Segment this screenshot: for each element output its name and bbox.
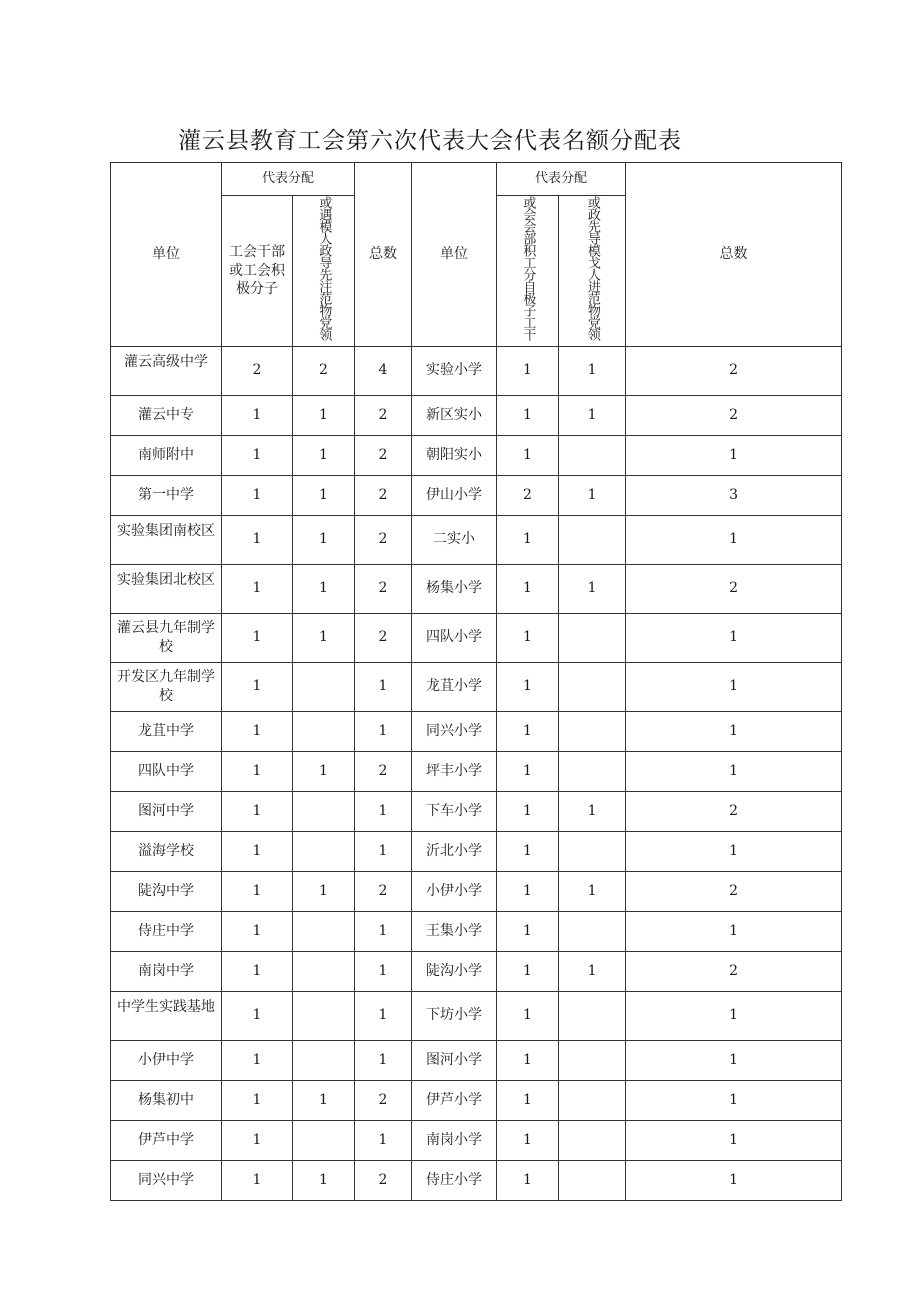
right-value-a: 1 [497,1080,559,1120]
right-value-b: 1 [559,475,626,515]
right-total: 2 [626,564,842,613]
right-value-a: 1 [497,751,559,791]
right-value-b: 1 [559,791,626,831]
right-value-a: 1 [497,515,559,564]
left-total: 1 [355,1040,412,1080]
right-value-a: 1 [497,346,559,395]
header-unit-left: 单位 [111,163,222,347]
left-value-b [293,911,355,951]
page-title: 灌云县教育工会第六次代表大会代表名额分配表 [178,128,682,154]
left-value-b [293,991,355,1040]
right-value-b [559,1160,626,1200]
right-unit: 朝阳实小 [412,435,497,475]
header-total-left: 总数 [355,163,412,347]
right-value-a: 1 [497,564,559,613]
left-value-a: 1 [222,613,293,662]
table-row [111,662,842,711]
left-value-a: 1 [222,475,293,515]
right-value-b [559,751,626,791]
header-right-col2: 或政先导模戈人进范物党领 [559,196,626,347]
left-value-b: 1 [293,564,355,613]
left-value-b [293,791,355,831]
right-value-b [559,711,626,751]
left-unit: 四队中学 [111,751,222,791]
right-total: 2 [626,791,842,831]
right-unit: 龙苴小学 [412,662,497,711]
table-row [111,475,842,515]
left-value-a: 1 [222,951,293,991]
right-value-a: 1 [497,1160,559,1200]
header-right-col1: 或会会部积工分自极子工干 [497,196,559,347]
right-total: 1 [626,991,842,1040]
right-value-b [559,1080,626,1120]
left-total: 2 [355,435,412,475]
right-unit: 坪丰小学 [412,751,497,791]
left-value-a: 1 [222,791,293,831]
left-total: 2 [355,475,412,515]
left-unit: 灌云县九年制学校 [111,613,222,662]
right-total: 1 [626,711,842,751]
table-row [111,711,842,751]
right-unit: 图河小学 [412,1040,497,1080]
right-value-b [559,911,626,951]
table-row [111,1160,842,1200]
left-value-a: 1 [222,1040,293,1080]
left-value-a: 1 [222,991,293,1040]
left-value-b: 1 [293,435,355,475]
header-total-right: 总数 [626,163,842,347]
table-row [111,911,842,951]
left-total: 2 [355,395,412,435]
right-total: 1 [626,515,842,564]
right-total: 1 [626,831,842,871]
right-value-a: 1 [497,911,559,951]
left-value-a: 1 [222,564,293,613]
table-row [111,751,842,791]
left-value-b [293,711,355,751]
right-value-b [559,991,626,1040]
left-value-b: 1 [293,475,355,515]
left-total: 2 [355,1160,412,1200]
left-total: 2 [355,751,412,791]
left-value-a: 1 [222,751,293,791]
left-unit: 同兴中学 [111,1160,222,1200]
right-total: 1 [626,1120,842,1160]
left-value-a: 1 [222,435,293,475]
left-value-a: 1 [222,711,293,751]
left-value-a: 1 [222,871,293,911]
right-value-a: 1 [497,831,559,871]
right-value-b [559,662,626,711]
left-total: 1 [355,662,412,711]
left-value-b [293,951,355,991]
left-value-b [293,831,355,871]
table-row [111,1040,842,1080]
header-group-left: 代表分配 [222,163,355,196]
right-total: 2 [626,871,842,911]
left-total: 2 [355,515,412,564]
right-unit: 新区实小 [412,395,497,435]
left-total: 1 [355,711,412,751]
left-unit: 杨集初中 [111,1080,222,1120]
right-value-b: 1 [559,395,626,435]
right-unit: 陡沟小学 [412,951,497,991]
right-total: 1 [626,613,842,662]
right-unit: 杨集小学 [412,564,497,613]
right-unit: 南岗小学 [412,1120,497,1160]
left-unit: 图河中学 [111,791,222,831]
right-value-a: 1 [497,791,559,831]
left-unit: 南岗中学 [111,951,222,991]
right-value-a: 1 [497,435,559,475]
right-value-a: 1 [497,1040,559,1080]
right-unit: 沂北小学 [412,831,497,871]
left-value-a: 1 [222,662,293,711]
right-unit: 伊芦小学 [412,1080,497,1120]
left-unit: 龙苴中学 [111,711,222,751]
right-value-b [559,1120,626,1160]
table-row [111,951,842,991]
left-value-b [293,662,355,711]
left-unit: 中学生实践基地 [111,991,222,1040]
right-total: 1 [626,435,842,475]
right-total: 1 [626,751,842,791]
table-row [111,791,842,831]
right-unit: 四队小学 [412,613,497,662]
left-value-b [293,1120,355,1160]
table-row [111,395,842,435]
right-unit: 小伊小学 [412,871,497,911]
left-unit: 伊芦中学 [111,1120,222,1160]
right-unit: 实验小学 [412,346,497,395]
left-value-b: 1 [293,871,355,911]
right-total: 1 [626,1160,842,1200]
left-total: 1 [355,831,412,871]
right-value-a: 1 [497,662,559,711]
table-row [111,1120,842,1160]
header-unit-right: 单位 [412,163,497,347]
right-unit: 伊山小学 [412,475,497,515]
right-total: 2 [626,395,842,435]
right-unit: 王集小学 [412,911,497,951]
left-unit: 第一中学 [111,475,222,515]
table-row [111,346,842,395]
right-value-b: 1 [559,564,626,613]
right-unit: 侍庄小学 [412,1160,497,1200]
left-value-b [293,1040,355,1080]
left-unit: 溢海学校 [111,831,222,871]
left-value-a: 1 [222,395,293,435]
right-value-a: 1 [497,951,559,991]
header-group-right: 代表分配 [497,163,626,196]
left-total: 1 [355,791,412,831]
left-unit: 陡沟中学 [111,871,222,911]
right-value-a: 1 [497,991,559,1040]
header-left-col2: 或遇模人政导先注范物党领 [293,196,355,347]
left-unit: 实验集团北校区 [111,564,222,613]
left-unit: 南师附中 [111,435,222,475]
left-value-b: 1 [293,1160,355,1200]
left-total: 2 [355,613,412,662]
right-value-a: 1 [497,395,559,435]
right-total: 1 [626,911,842,951]
left-value-b: 1 [293,613,355,662]
table-row [111,515,842,564]
left-unit: 灌云高级中学 [111,346,222,395]
table-row [111,435,842,475]
left-total: 1 [355,1120,412,1160]
right-value-b: 1 [559,346,626,395]
left-value-b: 1 [293,1080,355,1120]
right-value-b [559,435,626,475]
left-value-a: 1 [222,911,293,951]
right-unit: 同兴小学 [412,711,497,751]
header-left-col1: 工会干部或工会积极分子 [222,196,293,347]
right-value-b: 1 [559,871,626,911]
left-total: 1 [355,991,412,1040]
left-value-a: 1 [222,1160,293,1200]
left-unit: 侍庄中学 [111,911,222,951]
right-total: 3 [626,475,842,515]
left-total: 4 [355,346,412,395]
right-unit: 二实小 [412,515,497,564]
left-value-a: 1 [222,831,293,871]
table-row [111,613,842,662]
left-unit: 开发区九年制学校 [111,662,222,711]
right-value-b [559,613,626,662]
table-row [111,1080,842,1120]
table-row [111,991,842,1040]
right-total: 2 [626,346,842,395]
left-value-a: 1 [222,1120,293,1160]
right-value-b: 1 [559,951,626,991]
allocation-table [110,162,842,1201]
left-unit: 小伊中学 [111,1040,222,1080]
left-total: 1 [355,911,412,951]
right-value-b [559,515,626,564]
left-unit: 灌云中专 [111,395,222,435]
right-value-b [559,831,626,871]
right-total: 1 [626,1080,842,1120]
left-total: 1 [355,951,412,991]
left-value-b: 1 [293,751,355,791]
right-unit: 下车小学 [412,791,497,831]
table-row [111,871,842,911]
right-value-a: 2 [497,475,559,515]
left-value-b: 2 [293,346,355,395]
table-row [111,831,842,871]
left-total: 2 [355,1080,412,1120]
left-value-b: 1 [293,515,355,564]
left-total: 2 [355,871,412,911]
left-value-a: 1 [222,1080,293,1120]
right-value-a: 1 [497,711,559,751]
left-value-b: 1 [293,395,355,435]
table-row [111,564,842,613]
right-total: 1 [626,662,842,711]
left-total: 2 [355,564,412,613]
right-value-a: 1 [497,871,559,911]
right-value-a: 1 [497,1120,559,1160]
left-value-a: 1 [222,515,293,564]
right-total: 1 [626,1040,842,1080]
right-value-a: 1 [497,613,559,662]
right-value-b [559,1040,626,1080]
left-value-a: 2 [222,346,293,395]
right-unit: 下坊小学 [412,991,497,1040]
left-unit: 实验集团南校区 [111,515,222,564]
right-total: 2 [626,951,842,991]
